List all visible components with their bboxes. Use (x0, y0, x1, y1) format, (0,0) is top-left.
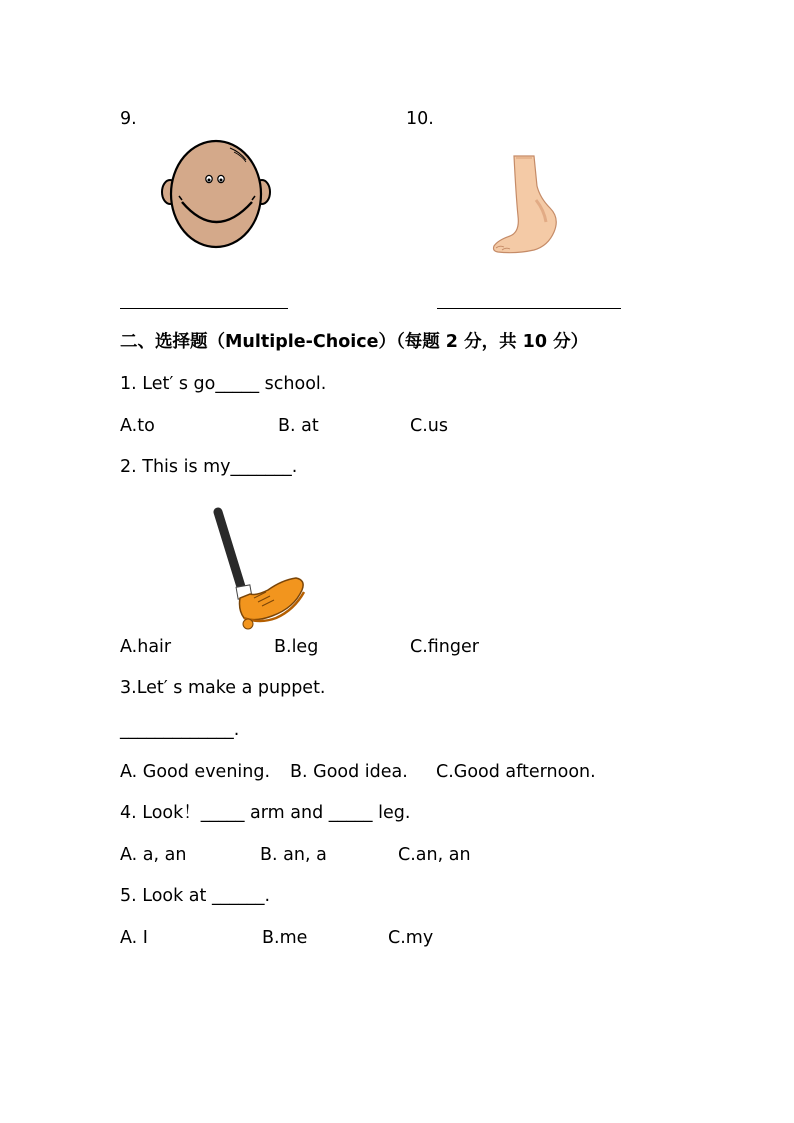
foot-picture (490, 152, 562, 256)
question-4-option-a[interactable]: A. a, an (120, 845, 187, 865)
question-1-stem: 1. Let′ s go_____ school. (120, 374, 327, 394)
question-1-option-c[interactable]: C.us (410, 416, 448, 436)
question-1-option-a[interactable]: A.to (120, 416, 155, 436)
question-3-option-c[interactable]: C.Good afternoon. (436, 762, 596, 782)
question-4-option-b[interactable]: B. an, a (260, 845, 327, 865)
answer-line-9[interactable] (120, 308, 288, 309)
question-5-option-c[interactable]: C.my (388, 928, 434, 948)
question-3-option-b[interactable]: B. Good idea. (290, 762, 408, 782)
question-5-stem: 5. Look at ______. (120, 886, 271, 906)
question-2-option-c[interactable]: C.finger (410, 637, 479, 657)
question-1-option-b[interactable]: B. at (278, 416, 319, 436)
question-2-stem: 2. This is my_______. (120, 457, 298, 477)
question-2-option-a[interactable]: A.hair (120, 637, 172, 657)
question-3-option-a[interactable]: A. Good evening. (120, 762, 271, 782)
question-3-answer-line[interactable]: _____________. (120, 720, 240, 740)
question-5-option-a[interactable]: A. I (120, 928, 148, 948)
item-number-9: 9. (120, 109, 137, 129)
leg-picture (210, 506, 310, 630)
item-number-10: 10. (406, 109, 434, 129)
question-4-stem: 4. Look！_____ arm and _____ leg. (120, 803, 411, 823)
answer-line-10[interactable] (437, 308, 621, 309)
question-2-option-b[interactable]: B.leg (274, 637, 319, 657)
question-3-stem: 3.Let′ s make a puppet. (120, 678, 326, 698)
question-4-option-c[interactable]: C.an, an (398, 845, 471, 865)
section-heading: 二、选择题（Multiple-Choice）（每题 2 分，共 10 分） (120, 332, 589, 352)
question-5-option-b[interactable]: B.me (262, 928, 308, 948)
head-picture (160, 138, 272, 250)
